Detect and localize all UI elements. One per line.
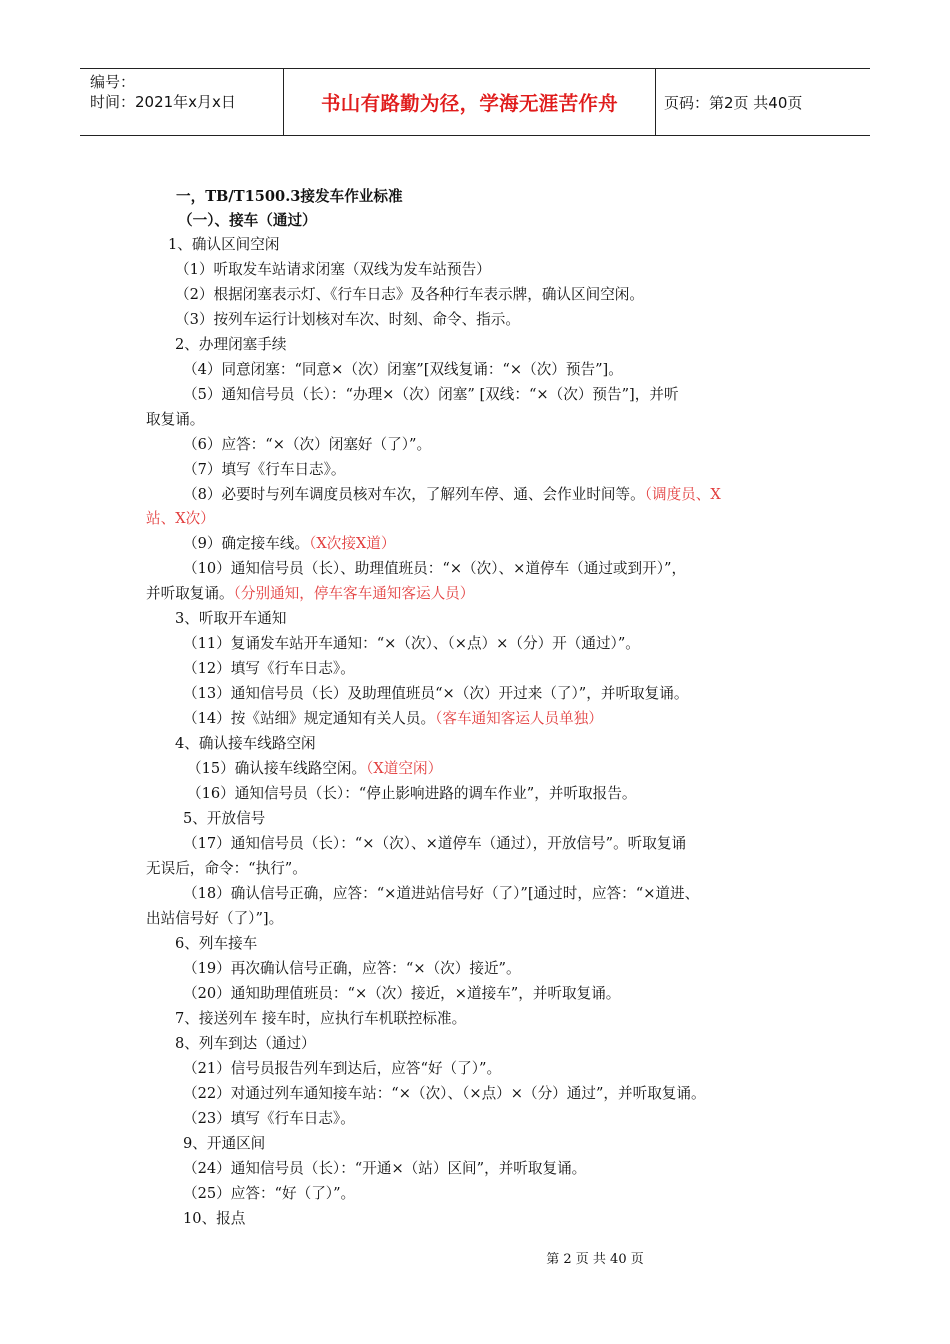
text-line bbox=[175, 336, 286, 354]
line-text: （23）填写《行车日志》。 bbox=[183, 1110, 355, 1127]
text-line bbox=[175, 735, 316, 753]
time-label: 时间：2021年x月x日 bbox=[90, 93, 236, 111]
text-line bbox=[175, 1035, 316, 1053]
line-text: 6、列车接车 bbox=[175, 935, 258, 952]
text-line bbox=[183, 361, 623, 379]
text-line bbox=[183, 985, 620, 1003]
header-meta bbox=[90, 72, 236, 112]
text-line bbox=[175, 610, 286, 628]
line-text: 一，TB/T1500.3接发车作业标准 bbox=[176, 188, 403, 205]
line-text: （18）确认信号正确，应答：“×道进站信号好（了）”[通过时，应答：“×道进、 bbox=[183, 885, 700, 902]
line-text: 5、开放信号 bbox=[183, 810, 266, 827]
text-line bbox=[183, 960, 521, 978]
line-text: （11）复诵发车站开车通知：“×（次）、（×点）×（分）开（通过）”。 bbox=[183, 635, 640, 652]
text-line bbox=[146, 510, 215, 528]
text-line bbox=[183, 560, 686, 578]
text-line bbox=[183, 1085, 706, 1103]
text-line bbox=[146, 860, 307, 878]
line-text: （8）必要时与列车调度员核对车次，了解列车停、通、会作业时间等。 bbox=[183, 486, 645, 503]
text-line bbox=[175, 311, 520, 329]
line-text: 出站信号好（了）”]。 bbox=[146, 910, 284, 927]
text-line bbox=[178, 212, 317, 230]
line-text: 并听取复诵。 bbox=[146, 585, 234, 602]
annotation-red: （X次接X道） bbox=[309, 535, 396, 552]
line-text: 1、确认区间空闲 bbox=[168, 236, 280, 253]
line-text: （5）通知信号员（长）：“办理×（次）闭塞” [双线：“×（次）预告”]，并听 bbox=[183, 386, 679, 403]
text-line bbox=[183, 635, 640, 653]
line-text: （17）通知信号员（长）：“×（次）、×道停车（通过），开放信号”。听取复诵 bbox=[183, 835, 687, 852]
annotation-red: （客车通知客运人员单独） bbox=[435, 710, 603, 727]
text-line bbox=[183, 885, 699, 903]
page-header bbox=[80, 68, 870, 136]
line-text: 3、听取开车通知 bbox=[175, 610, 287, 627]
line-text: （20）通知助理值班员：“×（次）接近，×道接车”，并听取复诵。 bbox=[183, 985, 621, 1002]
line-text: （25）应答：“好（了）”。 bbox=[183, 1185, 356, 1202]
text-line bbox=[146, 411, 204, 429]
line-text: （19）再次确认信号正确，应答：“×（次）接近”。 bbox=[183, 960, 521, 977]
text-line bbox=[187, 785, 636, 803]
text-line bbox=[176, 188, 403, 206]
line-text: （6）应答：“×（次）闭塞好（了）”。 bbox=[183, 436, 432, 453]
annotation-red: （分别通知，停车客车通知客运人员） bbox=[233, 585, 475, 602]
text-line bbox=[146, 910, 283, 928]
line-text: （7）填写《行车日志》。 bbox=[183, 461, 346, 478]
text-line bbox=[183, 660, 355, 678]
text-line bbox=[187, 760, 442, 778]
line-text: （一）、接车（通过） bbox=[178, 212, 317, 229]
text-line bbox=[183, 535, 396, 553]
text-line bbox=[183, 486, 721, 504]
text-line bbox=[183, 710, 603, 728]
line-text: 8、列车到达（通过） bbox=[175, 1035, 316, 1052]
header-motto: 书山有路勤为径，学海无涯苦作舟 bbox=[320, 92, 618, 115]
line-text: （12）填写《行车日志》。 bbox=[183, 660, 355, 677]
line-text: 7、接送列车 接车时，应执行车机联控标准。 bbox=[175, 1010, 467, 1027]
text-line bbox=[183, 461, 346, 479]
text-line bbox=[183, 1185, 355, 1203]
line-text: （9）确定接车线。 bbox=[183, 535, 310, 552]
line-text: （10）通知信号员（长）、助理值班员：“×（次）、×道停车（通过或到开）”， bbox=[183, 560, 687, 577]
text-line bbox=[183, 1135, 265, 1153]
line-text: （16）通知信号员（长）：“停止影响进路的调车作业”，并听取报告。 bbox=[187, 785, 637, 802]
line-text: 9、开通区间 bbox=[183, 1135, 266, 1152]
line-text: 4、确认接车线路空闲 bbox=[175, 735, 316, 752]
text-line bbox=[183, 1160, 586, 1178]
line-text: （15）确认接车线路空闲。 bbox=[187, 760, 367, 777]
number-label: 编号： bbox=[90, 73, 136, 91]
annotation-red: 站、X次） bbox=[146, 510, 215, 527]
text-line bbox=[183, 386, 679, 404]
line-text: 取复诵。 bbox=[146, 411, 205, 428]
line-text: （1）听取发车站请求闭塞（双线为发车站预告） bbox=[175, 261, 491, 278]
line-text: （13）通知信号员（长）及助理值班员“×（次）开过来（了）”，并听取复诵。 bbox=[183, 685, 689, 702]
line-text: （2）根据闭塞表示灯、《行车日志》及各种行车表示牌，确认区间空闲。 bbox=[175, 286, 644, 303]
text-line bbox=[168, 236, 279, 254]
line-text: （24）通知信号员（长）：“开通×（站）区间”，并听取复诵。 bbox=[183, 1160, 587, 1177]
text-line bbox=[183, 1210, 245, 1228]
line-text: （22）对通过列车通知接车站：“×（次）、（×点）×（分）通过”，并听取复诵。 bbox=[183, 1085, 706, 1102]
text-line bbox=[175, 261, 491, 279]
line-text: 10、报点 bbox=[183, 1210, 246, 1227]
page-footer: 第 2 页 共 40 页 bbox=[546, 1252, 644, 1267]
text-line bbox=[175, 1010, 466, 1028]
line-text: （21）信号员报告列车到达后，应答“好（了）”。 bbox=[183, 1060, 502, 1077]
text-line bbox=[183, 685, 688, 703]
header-page-info: 页码：第2页 共40页 bbox=[664, 93, 803, 112]
text-line bbox=[175, 935, 257, 953]
text-line bbox=[146, 585, 474, 603]
line-text: （3）按列车运行计划核对车次、时刻、命令、指示。 bbox=[175, 311, 520, 328]
text-line bbox=[175, 286, 644, 304]
text-line bbox=[183, 810, 265, 828]
text-line bbox=[183, 1060, 501, 1078]
annotation-red: （调度员、X bbox=[644, 486, 721, 503]
text-line bbox=[183, 835, 686, 853]
text-line bbox=[183, 436, 431, 454]
line-text: 无误后，命令：“执行”。 bbox=[146, 860, 307, 877]
text-line bbox=[183, 1110, 355, 1128]
line-text: （4）同意闭塞：“同意×（次）闭塞”[双线复诵：“×（次）预告”]。 bbox=[183, 361, 623, 378]
annotation-red: （X道空闲） bbox=[366, 760, 443, 777]
line-text: （14）按《站细》规定通知有关人员。 bbox=[183, 710, 436, 727]
line-text: 2、办理闭塞手续 bbox=[175, 336, 287, 353]
